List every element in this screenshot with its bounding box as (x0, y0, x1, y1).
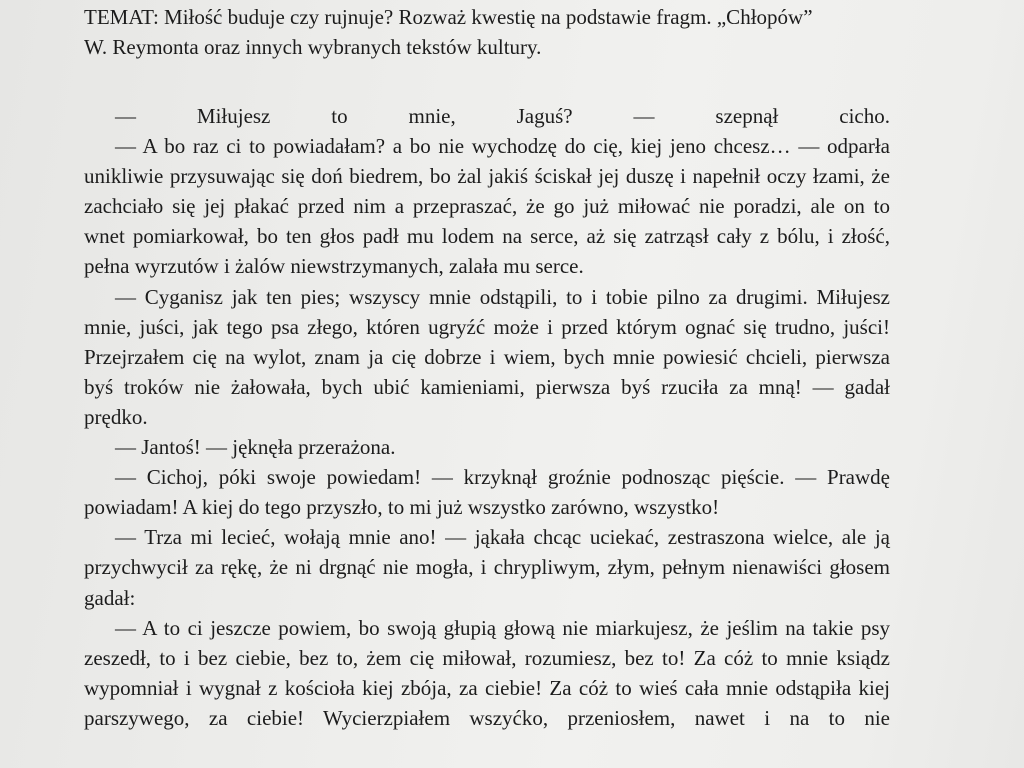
text-line: mnie, juści, jak tego psa złego, któren ugryźć może i przed którym ognać się trudno, juści! (84, 314, 890, 339)
text-line: — Cyganisz jak ten pies; wszyscy mnie odstąpili, to i tobie pilno za drugimi. Miłujesz (115, 284, 890, 309)
essay-topic (84, 2, 984, 62)
text-line: zeszedł, to i bez ciebie, bez to, żem cię miłował, rozumiesz, bez to! Za cóż to mnie ksiądz (84, 645, 890, 670)
text-line: wypomniał i wygnał z kościoła kiej zbója, za ciebie! Za cóż to wieś cała mnie odstąpiła kiej (84, 675, 890, 700)
text-line: — Miłujesz to mnie, Jaguś? — szepnął cicho. (115, 104, 890, 128)
topic-line-2: W. Reymonta oraz innych wybranych tekstów kultury. (84, 35, 542, 59)
text-line: przychwycił za rękę, że ni drgnąć nie mogła, i chrypliwym, złym, pełnym nienawiści głosem (84, 555, 890, 580)
text-line: — Trza mi lecieć, wołają mnie ano! — jąkała chcąc uciekać, zestraszona wielce, ale ją (115, 525, 890, 550)
text-line: — A bo raz ci to powiadałam? a bo nie wychodzę do cię, kiej jeno chcesz… — odparła (115, 134, 890, 159)
text-line: Przejrzałem cię na wylot, znam ja cię dobrze i wiem, bych mnie powiesić chcieli, pierwsza (84, 344, 890, 369)
text-line: wnet pomiarkował, bo ten głos padł mu lodem na serce, aż się zatrząsł cały z bólu, i złość, (84, 224, 890, 249)
text-line: byś troków nie żałowała, bych ubić kamieniami, pierwsza byś rzuciła za mną! — gadał (84, 374, 890, 399)
text-line: — A to ci jeszcze powiem, bo swoją głupią głową nie miarkujesz, że jeślim na takie psy (115, 615, 890, 640)
text-line: powiadam! A kiej do tego przyszło, to mi już wszystko zarówno, wszystko! (84, 495, 720, 520)
text-line: gadał: (84, 585, 136, 610)
text-line: pełna wyrzutów i żalów niewstrzymanych, zalała mu serce. (84, 254, 584, 279)
text-line: prędko. (84, 404, 148, 429)
text-line: — Cichoj, póki swoje powiedam! — krzyknął groźnie podnosząc pięście. — Prawdę (115, 465, 890, 490)
text-line: — Jantoś! — jęknęła przerażona. (115, 435, 396, 460)
text-line: parszywego, za ciebie! Wycierzpiałem wszyćko, przeniosłem, nawet i na to nie (84, 705, 890, 730)
text-line: unikliwie przysuwając się doń biedrem, bo żal jakiś ściskał jej duszę i napełnił oczy łzami, że (84, 164, 890, 189)
novel-excerpt (84, 101, 890, 733)
text-line: zachciało się jej płakać przed nim a przepraszać, że go już miłować nie poradzi, ale on to (84, 194, 890, 219)
topic-line-1: TEMAT: Miłość buduje czy rujnuje? Rozważ kwestię na podstawie fragm. „Chłopów” (84, 5, 813, 29)
